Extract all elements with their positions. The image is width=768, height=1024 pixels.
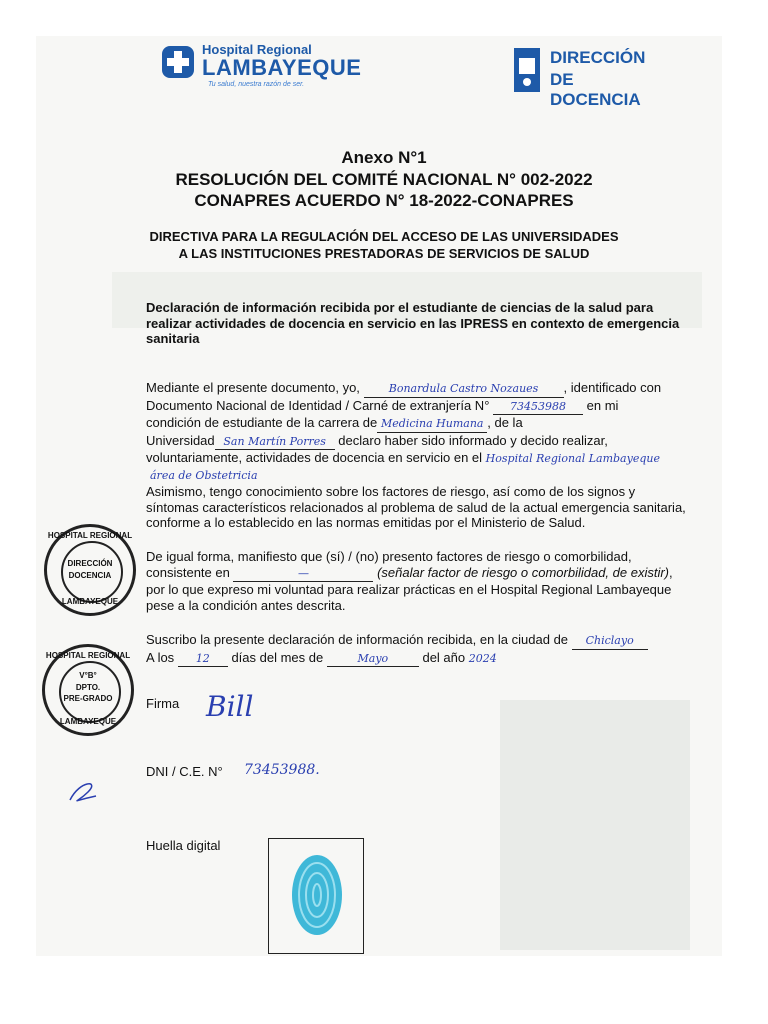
stamp-center-2: DOCENCIA (68, 571, 112, 580)
fingerprint-box (268, 838, 364, 954)
docencia-line2: DE DOCENCIA (550, 70, 641, 109)
career-field: Medicina Humana (377, 416, 487, 433)
city-field: Chiclayo (572, 633, 648, 650)
hospital-field: Hospital Regional Lambayeque (485, 452, 660, 465)
text: del año (422, 649, 466, 665)
logo-line2: LAMBAYEQUE (202, 55, 362, 80)
text: declaro haber sido informado y decido realizar, (338, 432, 608, 448)
text: en mi (586, 397, 619, 413)
background-watermark (500, 700, 690, 950)
paragraph-risk-knowledge: Asimismo, tengo conocimiento sobre los factores de riesgo, así como de los signos y síntomas característicos relacionados al problema de salud de la actual emergencia sanitaria, conforme a lo establecido en las normas emitidas por el Ministerio de Salud. (146, 484, 686, 530)
text: Documento Nacional de Identidad / Carné de extranjería N° (146, 397, 490, 413)
text: Mediante el presente documento, yo, (146, 380, 360, 395)
declaration-title: Declaración de información recibida por el estudiante de ciencias de la salud para realizar actividades de docencia en servicio en las IPRESS en contexto de emergencia sanitaria (146, 300, 680, 346)
text: De igual forma, manifiesto que (sí) / (no) presento factores de riesgo o comorbilidad, (146, 549, 632, 564)
university-field: San Martín Porres (215, 434, 335, 451)
year-field: 2024 (468, 651, 497, 665)
id-number: 73453988 (493, 399, 583, 416)
paragraph-comorbidity (146, 549, 691, 613)
stamp-center-2: DPTO. (75, 683, 101, 692)
text: consistente en (146, 564, 230, 580)
fingerprint-icon (269, 839, 363, 953)
direccion-docencia-stamp (44, 524, 136, 616)
risk-factor-field: — (233, 566, 373, 583)
docencia-emblem-icon (510, 44, 544, 96)
docencia-logo (510, 44, 660, 109)
day-field: 12 (178, 651, 228, 668)
logo-line1: Hospital Regional (202, 42, 312, 57)
agreement-title: CONAPRES ACUERDO N° 18-2022-CONAPRES (194, 191, 574, 210)
dni-value: 73453988. (244, 762, 320, 778)
paragraph-identity (146, 380, 691, 483)
paragraph-signing (146, 632, 691, 667)
text: , de la (487, 415, 523, 430)
directive-line-2: A LAS INSTITUCIONES PRESTADORAS DE SERVICIOS DE SALUD (178, 246, 590, 261)
text: Universidad (146, 432, 215, 448)
text: , identificado con (563, 380, 662, 395)
text: voluntariamente, actividades de docencia en servicio en el (146, 450, 483, 465)
stamp-ring-top: HOSPITAL REGIONAL (45, 651, 131, 660)
stamp-ring-bottom: LAMBAYEQUE (61, 597, 119, 606)
stamp-center-1: V°B° (79, 671, 97, 680)
signature-label: Firma (146, 696, 180, 711)
dni-label: DNI / C.E. N° (146, 764, 223, 779)
logo-tagline: Tu salud, nuestra razón de ser. (208, 81, 305, 88)
hospital-cross-icon (160, 44, 196, 80)
month-field: Mayo (327, 651, 419, 668)
text: Suscribo la presente declaración de información recibida, en la ciudad de (146, 632, 569, 647)
resolution-title: RESOLUCIÓN DEL COMITÉ NACIONAL N° 002-2022 (175, 170, 593, 189)
docencia-line1: DIRECCIÓN (550, 48, 646, 67)
text: condición de estudiante de la carrera de (146, 415, 378, 430)
stamp-center-1: DIRECCIÓN (67, 559, 113, 568)
signature-mark: Bill (206, 690, 254, 723)
hospital-logo (160, 40, 360, 100)
text: días del mes de (231, 649, 324, 665)
text: (señalar factor de riesgo o comorbilidad, de existir) (377, 564, 670, 580)
directive-line-1: DIRECTIVA PARA LA REGULACIÓN DEL ACCESO DE LAS UNIVERSIDADES (149, 229, 619, 244)
pregrado-stamp (42, 644, 134, 736)
student-name: Bonardula Castro Nozaues (364, 381, 564, 398)
stamp-ring-bottom: LAMBAYEQUE (59, 717, 117, 726)
area-field: área de Obstetricia (150, 468, 258, 482)
annex-title: Anexo N°1 (341, 148, 427, 167)
text: A los (146, 649, 175, 665)
stamp-ring-top: HOSPITAL REGIONAL (47, 531, 133, 540)
fingerprint-label: Huella digital (146, 838, 221, 853)
initial-mark-icon (60, 770, 110, 810)
stamp-center-3: PRE-GRADO (63, 694, 113, 703)
text: , por lo que expreso mi voluntad para realizar prácticas en el Hospital Regional Lambayeque pese a la condición antes descrita. (146, 564, 673, 613)
